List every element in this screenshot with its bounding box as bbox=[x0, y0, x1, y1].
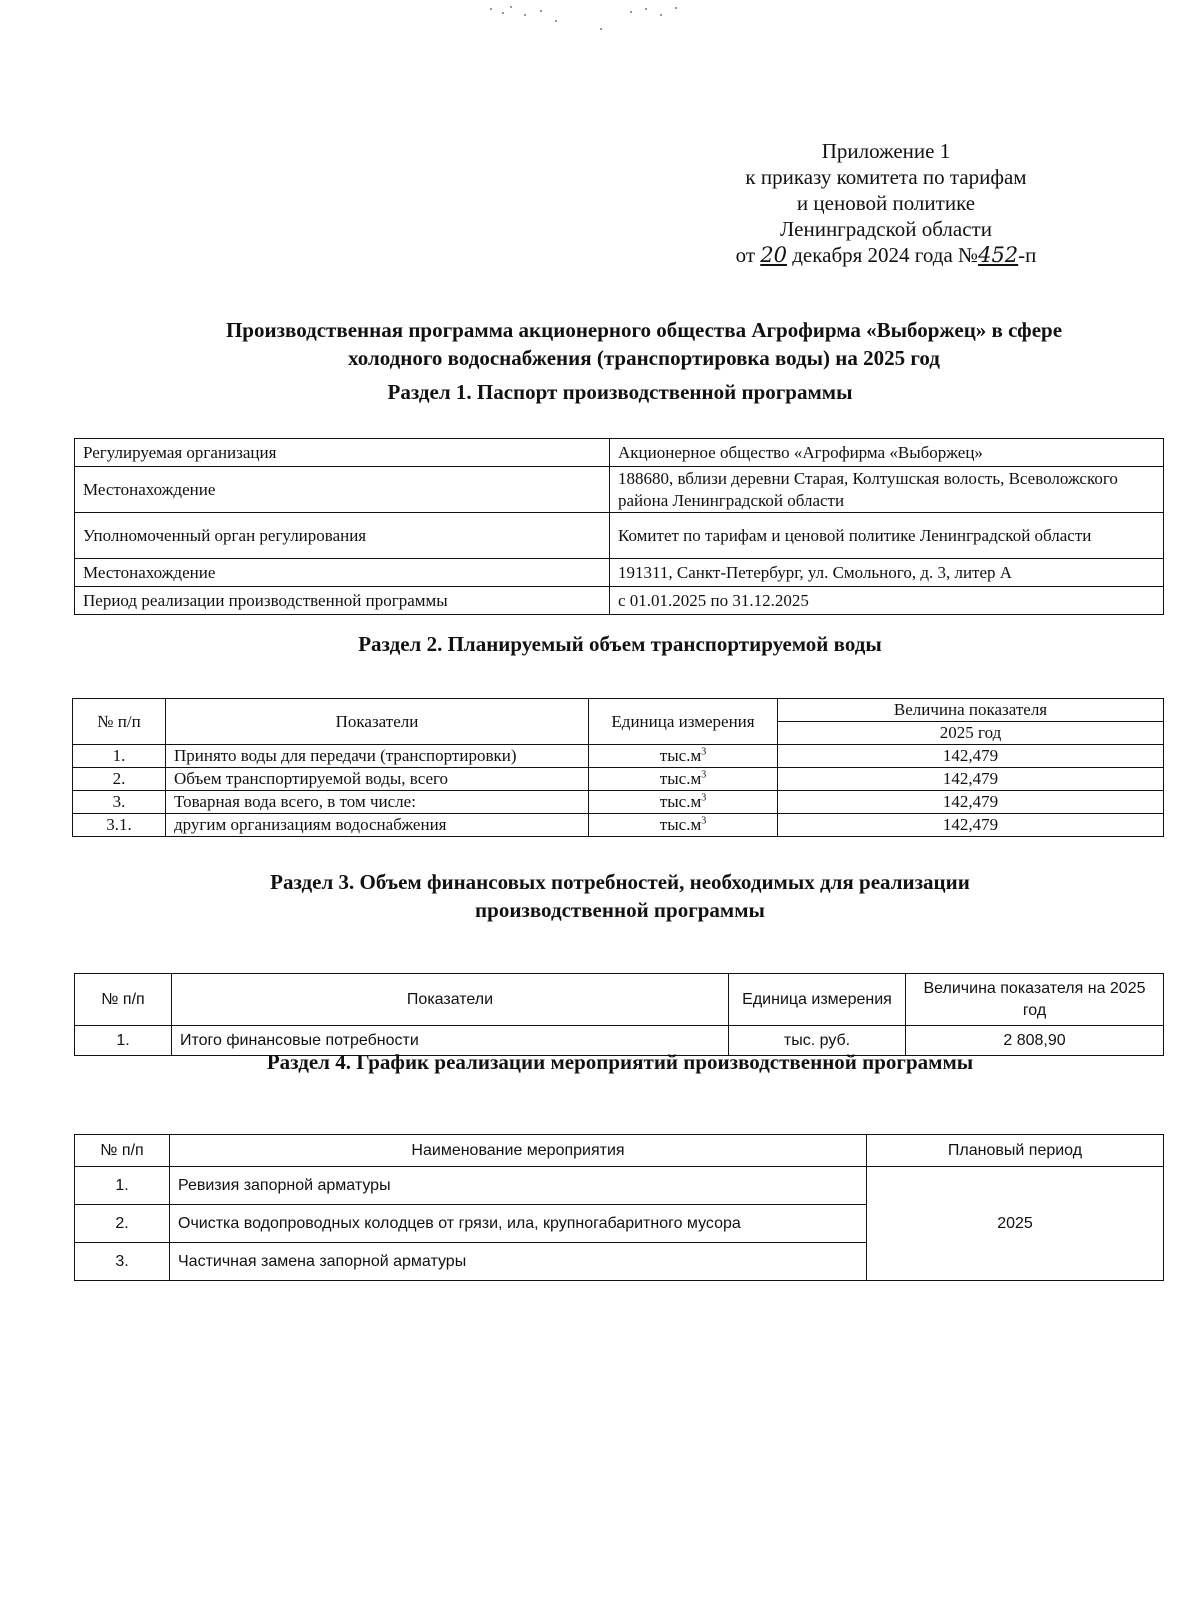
header-indicator: Показатели bbox=[172, 974, 729, 1026]
row-num: 2. bbox=[73, 768, 166, 791]
row-unit bbox=[589, 745, 778, 768]
appendix-line: к приказу комитета по тарифам bbox=[745, 165, 1027, 189]
unit-exponent: 3 bbox=[701, 792, 707, 804]
appendix-header bbox=[700, 138, 1072, 268]
row-value: 2 808,90 bbox=[906, 1026, 1164, 1056]
unit-exponent: 3 bbox=[701, 746, 707, 758]
section1-title: Раздел 1. Паспорт производственной программы bbox=[387, 380, 853, 404]
row-num: 3. bbox=[73, 791, 166, 814]
row-name: Частичная замена запорной арматуры bbox=[170, 1243, 867, 1281]
appendix-line: и ценовой политике bbox=[796, 191, 976, 215]
header-num: № п/п bbox=[73, 699, 166, 745]
header-year: 2025 год bbox=[778, 722, 1164, 745]
unit-text: тыс.м bbox=[659, 746, 702, 765]
row-indicator: другим организациям водоснабжения bbox=[166, 814, 589, 837]
header-unit: Единица измерения bbox=[589, 699, 778, 745]
row-unit bbox=[589, 791, 778, 814]
row-num: 1. bbox=[75, 1167, 170, 1205]
passport-label: Местонахождение bbox=[75, 559, 610, 587]
document-title-line: Производственная программа акционерного общества Агрофирма «Выборжец» в сфере bbox=[225, 318, 1063, 342]
unit-text: тыс.м bbox=[659, 792, 702, 811]
row-value: 142,479 bbox=[778, 768, 1164, 791]
header-value-group: Величина показателя bbox=[778, 699, 1164, 722]
row-value: 142,479 bbox=[778, 814, 1164, 837]
unit-text: тыс.м bbox=[659, 815, 702, 834]
row-indicator: Объем транспортируемой воды, всего bbox=[166, 768, 589, 791]
row-indicator: Принято воды для передачи (транспортировки) bbox=[166, 745, 589, 768]
appendix-line: Ленинградской области bbox=[780, 217, 992, 241]
passport-row bbox=[75, 587, 1164, 615]
document-title bbox=[160, 316, 1128, 372]
water-volume-table bbox=[72, 698, 1164, 837]
section3-title-line: производственной программы bbox=[475, 898, 765, 922]
passport-label: Период реализации производственной программы bbox=[75, 587, 610, 615]
header-indicator: Показатели bbox=[166, 699, 589, 745]
table-row bbox=[73, 768, 1164, 791]
row-num: 1. bbox=[73, 745, 166, 768]
passport-table bbox=[74, 438, 1164, 615]
passport-value: 191311, Санкт-Петербург, ул. Смольного, д. 3, литер А bbox=[610, 559, 1164, 587]
table-row bbox=[73, 791, 1164, 814]
planned-period: 2025 bbox=[867, 1167, 1164, 1281]
row-unit bbox=[589, 768, 778, 791]
row-unit: тыс. руб. bbox=[729, 1026, 906, 1056]
unit-text: тыс.м bbox=[659, 769, 702, 788]
table-row bbox=[73, 814, 1164, 837]
handwritten-order-number: 452 bbox=[978, 243, 1019, 267]
unit-exponent: 3 bbox=[701, 815, 707, 827]
passport-label: Регулируемая организация bbox=[75, 439, 610, 467]
passport-row bbox=[75, 439, 1164, 467]
row-indicator: Итого финансовые потребности bbox=[172, 1026, 729, 1056]
passport-row bbox=[75, 513, 1164, 559]
passport-label: Уполномоченный орган регулирования bbox=[75, 513, 610, 559]
table-row bbox=[75, 1167, 1164, 1205]
date-prefix: от bbox=[735, 243, 755, 267]
passport-label: Местонахождение bbox=[75, 467, 610, 513]
row-unit bbox=[589, 814, 778, 837]
header-period: Плановый период bbox=[867, 1135, 1164, 1167]
section4-title: Раздел 4. График реализации мероприятий производственной программы bbox=[266, 1050, 974, 1074]
unit-exponent: 3 bbox=[701, 769, 707, 781]
passport-value: Акционерное общество «Агрофирма «Выборжец» bbox=[610, 439, 1164, 467]
row-num: 2. bbox=[75, 1205, 170, 1243]
header-unit: Единица измерения bbox=[729, 974, 906, 1026]
schedule-table bbox=[74, 1134, 1164, 1281]
header-num: № п/п bbox=[75, 974, 172, 1026]
row-num: 1. bbox=[75, 1026, 172, 1056]
row-indicator: Товарная вода всего, в том числе: bbox=[166, 791, 589, 814]
header-num: № п/п bbox=[75, 1135, 170, 1167]
handwritten-day: 20 bbox=[760, 243, 787, 267]
passport-value: с 01.01.2025 по 31.12.2025 bbox=[610, 587, 1164, 615]
order-suffix: -п bbox=[1018, 243, 1037, 267]
financial-needs-table bbox=[74, 973, 1164, 1056]
passport-row bbox=[75, 559, 1164, 587]
passport-row bbox=[75, 467, 1164, 513]
document-title-line: холодного водоснабжения (транспортировка воды) на 2025 год bbox=[348, 346, 940, 370]
header-value: Величина показателя на 2025 год bbox=[906, 974, 1164, 1026]
table-row bbox=[73, 745, 1164, 768]
passport-value: 188680, вблизи деревни Старая, Колтушская волость, Всеволожского района Ленинградской области bbox=[610, 467, 1164, 513]
scan-artifact bbox=[480, 2, 700, 32]
row-name: Ревизия запорной арматуры bbox=[170, 1167, 867, 1205]
passport-value: Комитет по тарифам и ценовой политике Ленинградской области bbox=[610, 513, 1164, 559]
row-value: 142,479 bbox=[778, 745, 1164, 768]
row-num: 3.1. bbox=[73, 814, 166, 837]
appendix-date-line bbox=[700, 242, 1072, 268]
section3-title bbox=[60, 868, 1180, 924]
section2-title: Раздел 2. Планируемый объем транспортируемой воды bbox=[358, 632, 882, 656]
row-name: Очистка водопроводных колодцев от грязи, ила, крупногабаритного мусора bbox=[170, 1205, 867, 1243]
header-name: Наименование мероприятия bbox=[170, 1135, 867, 1167]
row-num: 3. bbox=[75, 1243, 170, 1281]
row-value: 142,479 bbox=[778, 791, 1164, 814]
appendix-line: Приложение 1 bbox=[821, 139, 951, 163]
date-rest: декабря 2024 года № bbox=[792, 243, 979, 267]
section3-title-line: Раздел 3. Объем финансовых потребностей, необходимых для реализации bbox=[270, 870, 970, 894]
